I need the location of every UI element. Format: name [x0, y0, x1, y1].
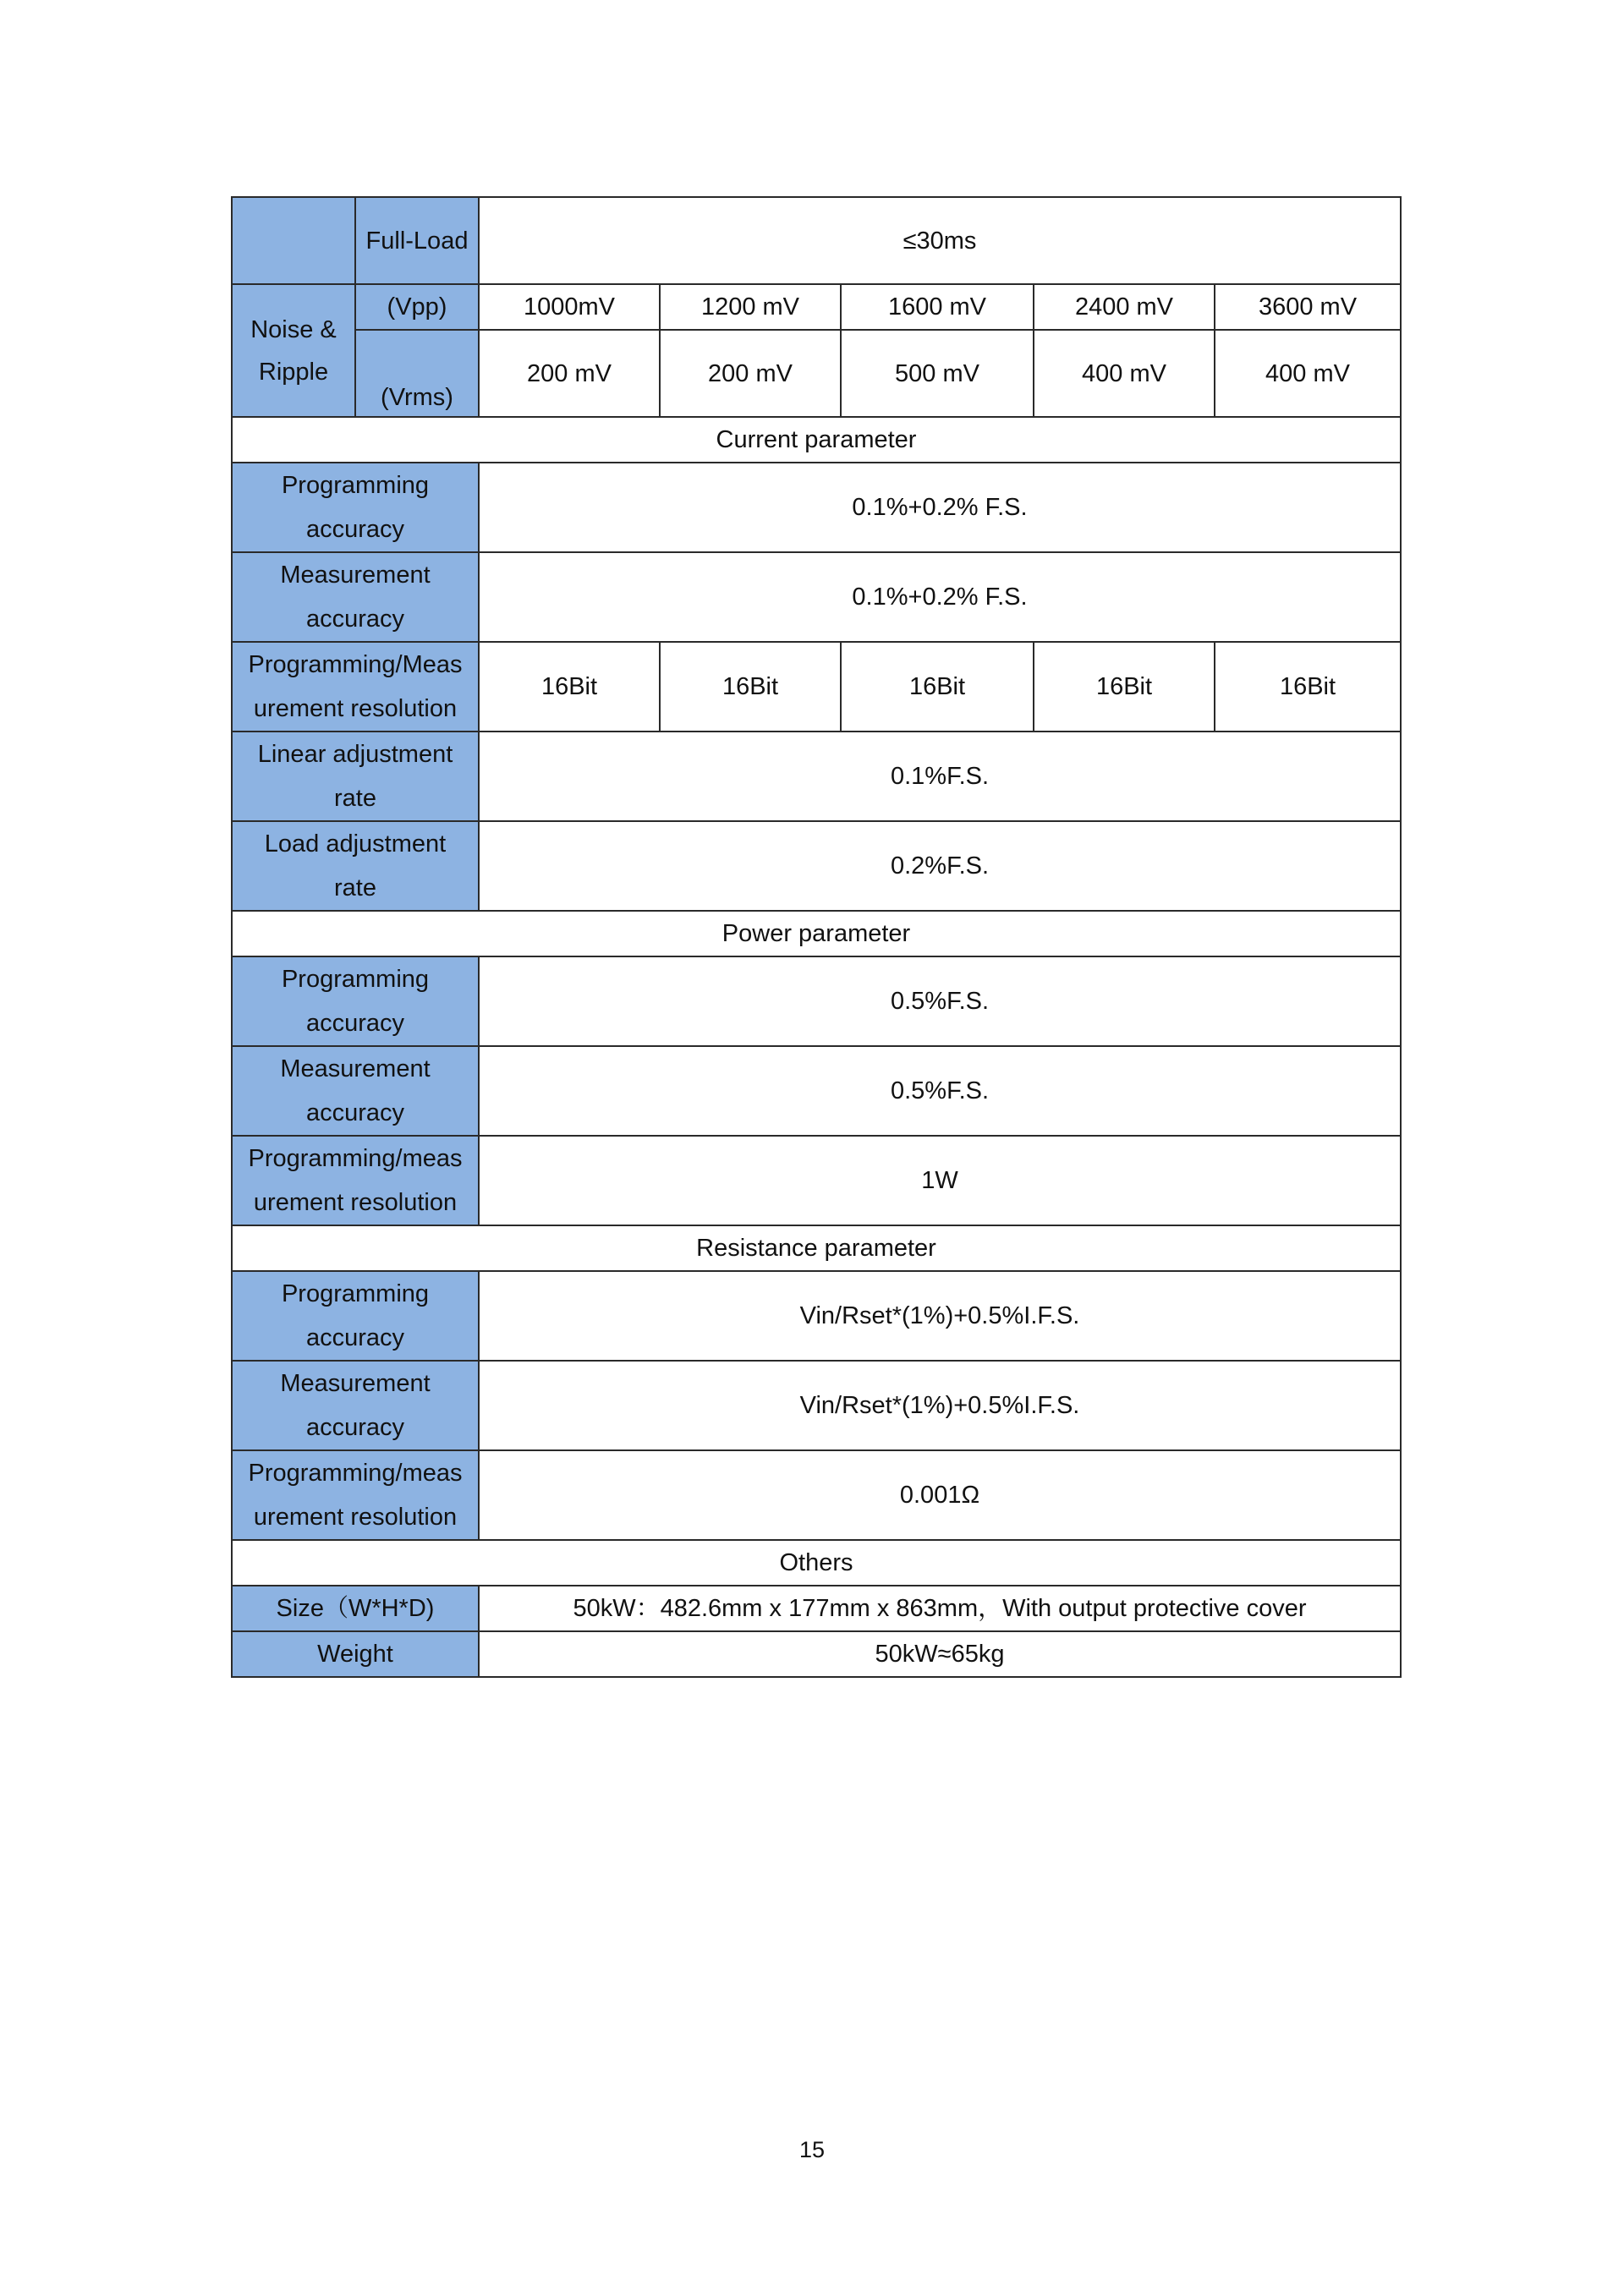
power-measurement-accuracy-row: [232, 1046, 1401, 1136]
vrms-label-cell: [355, 330, 479, 417]
row-label: Load adjustment rate: [232, 821, 479, 911]
row-label: Programming accuracy: [232, 463, 479, 552]
section-row: [232, 911, 1401, 956]
current-measurement-accuracy-row: [232, 552, 1401, 642]
resistance-resolution-row: [232, 1450, 1401, 1540]
resolution-value: 16Bit: [660, 642, 841, 732]
row-label: Programming/meas urement resolution: [232, 1136, 479, 1225]
resistance-measurement-accuracy-row: [232, 1361, 1401, 1450]
section-title-others: Others: [232, 1540, 1401, 1586]
row-label: Programming accuracy: [232, 956, 479, 1046]
row-label: Programming accuracy: [232, 1271, 479, 1361]
row-label: Linear adjustment rate: [232, 732, 479, 821]
vrms-value: 400 mV: [1215, 330, 1401, 417]
power-resolution-row: [232, 1136, 1401, 1225]
row-label: Programming/Meas urement resolution: [232, 642, 479, 732]
vrms-value: 500 mV: [841, 330, 1034, 417]
vrms-row: [232, 330, 1401, 417]
row-value: Vin/Rset*(1%)+0.5%I.F.S.: [479, 1271, 1401, 1361]
row-value: 50kW：482.6mm x 177mm x 863mm，With output protective cover: [479, 1586, 1401, 1631]
vpp-row: [232, 284, 1401, 330]
row-value: 50kW≈65kg: [479, 1631, 1401, 1677]
row-value: 0.1%+0.2% F.S.: [479, 552, 1401, 642]
row-value: 0.5%F.S.: [479, 956, 1401, 1046]
row-value: 0.2%F.S.: [479, 821, 1401, 911]
row-value: 0.001Ω: [479, 1450, 1401, 1540]
vpp-value: 2400 mV: [1034, 284, 1215, 330]
row-label: Programming/meas urement resolution: [232, 1450, 479, 1540]
resolution-value: 16Bit: [1215, 642, 1401, 732]
resolution-value: 16Bit: [1034, 642, 1215, 732]
row-value: 1W: [479, 1136, 1401, 1225]
size-row: [232, 1586, 1401, 1631]
vrms-label: (Vrms): [381, 384, 453, 411]
row-value: 0.1%F.S.: [479, 732, 1401, 821]
full-load-label: Full-Load: [355, 197, 479, 284]
current-resolution-row: [232, 642, 1401, 732]
vpp-value: 1000mV: [479, 284, 660, 330]
vpp-value: 1600 mV: [841, 284, 1034, 330]
row-value: 0.5%F.S.: [479, 1046, 1401, 1136]
section-title-current: Current parameter: [232, 417, 1401, 463]
full-load-value: ≤30ms: [479, 197, 1401, 284]
vpp-value: 1200 mV: [660, 284, 841, 330]
row-value: 0.1%+0.2% F.S.: [479, 463, 1401, 552]
noise-ripple-label: Noise & Ripple: [232, 284, 355, 417]
section-title-resistance: Resistance parameter: [232, 1225, 1401, 1271]
current-programming-accuracy-row: [232, 463, 1401, 552]
resolution-value: 16Bit: [479, 642, 660, 732]
vrms-value: 400 mV: [1034, 330, 1215, 417]
weight-row: [232, 1631, 1401, 1677]
power-programming-accuracy-row: [232, 956, 1401, 1046]
section-row: [232, 1540, 1401, 1586]
row-value: Vin/Rset*(1%)+0.5%I.F.S.: [479, 1361, 1401, 1450]
section-row: [232, 417, 1401, 463]
section-row: [232, 1225, 1401, 1271]
row-label: Size（W*H*D): [232, 1586, 479, 1631]
current-load-adjustment-row: [232, 821, 1401, 911]
resistance-programming-accuracy-row: [232, 1271, 1401, 1361]
current-linear-adjustment-row: [232, 732, 1401, 821]
row-label: Measurement accuracy: [232, 552, 479, 642]
row-label: Weight: [232, 1631, 479, 1677]
spec-table: [231, 196, 1402, 1678]
section-title-power: Power parameter: [232, 911, 1401, 956]
empty-header-cell: [232, 197, 355, 284]
vpp-label: (Vpp): [355, 284, 479, 330]
vrms-value: 200 mV: [660, 330, 841, 417]
row-label: Measurement accuracy: [232, 1361, 479, 1450]
page-number: 15: [798, 2137, 826, 2162]
resolution-value: 16Bit: [841, 642, 1034, 732]
vpp-value: 3600 mV: [1215, 284, 1401, 330]
vrms-value: 200 mV: [479, 330, 660, 417]
row-label: Measurement accuracy: [232, 1046, 479, 1136]
full-load-row: [232, 197, 1401, 284]
